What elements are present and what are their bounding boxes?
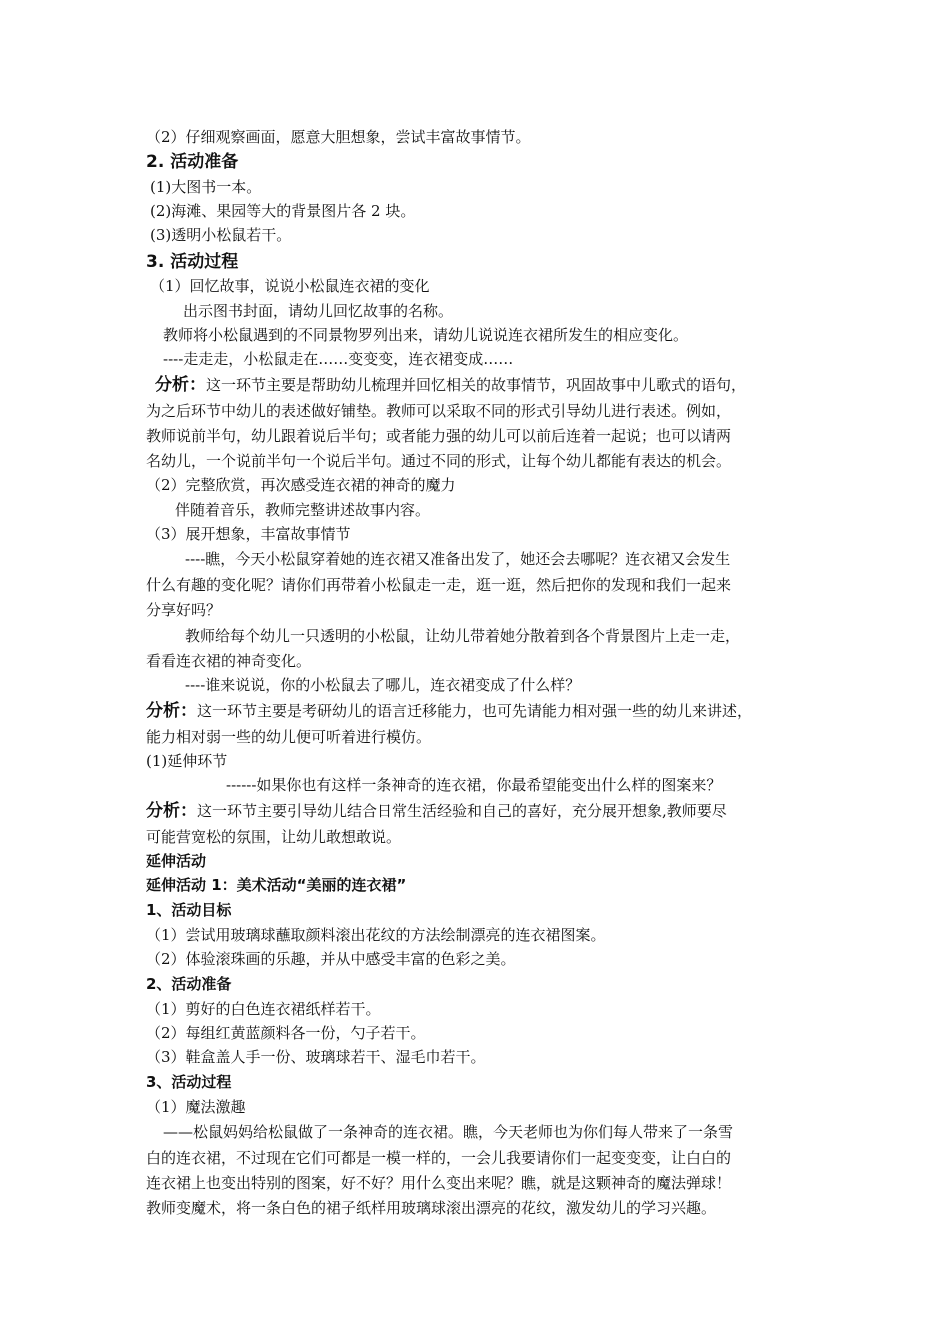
heading-activity-prep: 2. 活动准备 <box>146 152 239 172</box>
extension-title: 延伸活动 <box>146 852 207 870</box>
process-step-3: （3）展开想象，丰富故事情节 <box>146 525 351 543</box>
analysis-text: 这一环节主要引导幼儿结合日常生活经验和自己的喜好，充分展开想象,教师要尽 <box>197 802 727 820</box>
analysis-2-line-2: 能力相对弱一些的幼儿便可听着进行模仿。 <box>146 728 432 746</box>
prep-item-3: (3)透明小松鼠若干。 <box>150 226 292 244</box>
process-text: 教师给每个幼儿一只透明的小松鼠，让幼儿带着她分散着到各个背景图片上走一走， <box>185 627 741 645</box>
goal-item-2: （2）仔细观察画面，愿意大胆想象，尝试丰富故事情节。 <box>146 128 531 146</box>
process-step-1: （1）回忆故事，说说小松鼠连衣裙的变化 <box>150 277 430 295</box>
prep-item: （2）每组红黄蓝颜料各一份，勺子若干。 <box>146 1024 426 1042</box>
prep-item-2: (2)海滩、果园等大的背景图片各 2 块。 <box>150 202 416 220</box>
process-text: 白的连衣裙，不过现在它们可都是一模一样的，一会儿我要请你们一起变变变，让白白的 <box>146 1149 732 1167</box>
analysis-label: 分析： <box>146 801 197 821</box>
prep-item: （1）剪好的白色连衣裙纸样若干。 <box>146 1000 381 1018</box>
analysis-label: 分析： <box>146 701 197 721</box>
analysis-text: 这一环节主要是帮助幼儿梳理并回忆相关的故事情节，巩固故事中儿歌式的语句， <box>206 376 747 394</box>
prep-item-1: (1)大图书一本。 <box>150 178 262 196</box>
section-process-title: 3、活动过程 <box>146 1073 232 1091</box>
process-dialogue: ----谁来说说，你的小松鼠去了哪儿，连衣裙变成了什么样？ <box>185 676 581 694</box>
analysis-1-line-1 <box>155 374 835 396</box>
process-step: （1）魔法激趣 <box>146 1098 246 1116</box>
process-text: 看看连衣裙的神奇变化。 <box>146 652 312 670</box>
process-text: 教师变魔术，将一条白色的裙子纸样用玻璃球滚出漂亮的花纹，激发幼儿的学习兴趣。 <box>146 1199 717 1217</box>
process-dialogue: ------如果你也有这样一条神奇的连衣裙，你最希望能变出什么样的图案来？ <box>226 776 722 794</box>
process-text: 分享好吗？ <box>146 601 222 619</box>
process-text: 教师将小松鼠遇到的不同景物罗列出来，请幼儿说说连衣裙所发生的相应变化。 <box>163 326 689 344</box>
analysis-label: 分析： <box>155 375 206 395</box>
analysis-1-line-2: 为之后环节中幼儿的表述做好铺垫。教师可以采取不同的形式引导幼儿进行表述。例如， <box>146 402 732 420</box>
analysis-3-line-2: 可能营宽松的氛围，让幼儿敢想敢说。 <box>146 828 402 846</box>
analysis-1-line-4: 名幼儿，一个说前半句一个说后半句。通过不同的形式，让每个幼儿都能有表达的机会。 <box>146 452 732 470</box>
goal-item: （2）体验滚珠画的乐趣，并从中感受丰富的色彩之美。 <box>146 950 516 968</box>
analysis-3-line-1 <box>146 800 826 822</box>
extension-step: (1)延伸环节 <box>146 752 228 770</box>
process-text: 连衣裙上也变出特别的图案，好不好？用什么变出来呢？瞧，就是这颗神奇的魔法弹球！ <box>146 1174 732 1192</box>
process-dialogue: ----走走走，小松鼠走在……变变变，连衣裙变成…… <box>163 350 514 368</box>
analysis-1-line-3: 教师说前半句，幼儿跟着说后半句；或者能力强的幼儿可以前后连着一起说；也可以请两 <box>146 427 732 445</box>
process-text: 出示图书封面，请幼儿回忆故事的名称。 <box>183 302 454 320</box>
process-dialogue: ----瞧，今天小松鼠穿着她的连衣裙又准备出发了，她还会去哪呢？连衣裙又会发生 <box>185 550 731 568</box>
heading-activity-process: 3. 活动过程 <box>146 252 239 272</box>
process-text: 伴随着音乐，教师完整讲述故事内容。 <box>175 501 431 519</box>
section-prep-title: 2、活动准备 <box>146 975 232 993</box>
extension-activity-1-title: 延伸活动 1：美术活动“美丽的连衣裙” <box>146 876 407 894</box>
process-step-2: （2）完整欣赏，再次感受连衣裙的神奇的魔力 <box>146 476 456 494</box>
goal-item: （1）尝试用玻璃球蘸取颜料滚出花纹的方法绘制漂亮的连衣裙图案。 <box>146 926 606 944</box>
section-goals-title: 1、活动目标 <box>146 901 232 919</box>
prep-item: （3）鞋盒盖人手一份、玻璃球若干、湿毛巾若干。 <box>146 1048 486 1066</box>
analysis-text: 这一环节主要是考研幼儿的语言迁移能力，也可先请能力相对强一些的幼儿来讲述， <box>197 702 753 720</box>
analysis-2-line-1 <box>146 700 826 722</box>
process-dialogue: ——松鼠妈妈给松鼠做了一条神奇的连衣裙。瞧，今天老师也为你们每人带来了一条雪 <box>163 1123 734 1141</box>
process-text: 什么有趣的变化呢？请你们再带着小松鼠走一走，逛一逛，然后把你的发现和我们一起来 <box>146 576 732 594</box>
